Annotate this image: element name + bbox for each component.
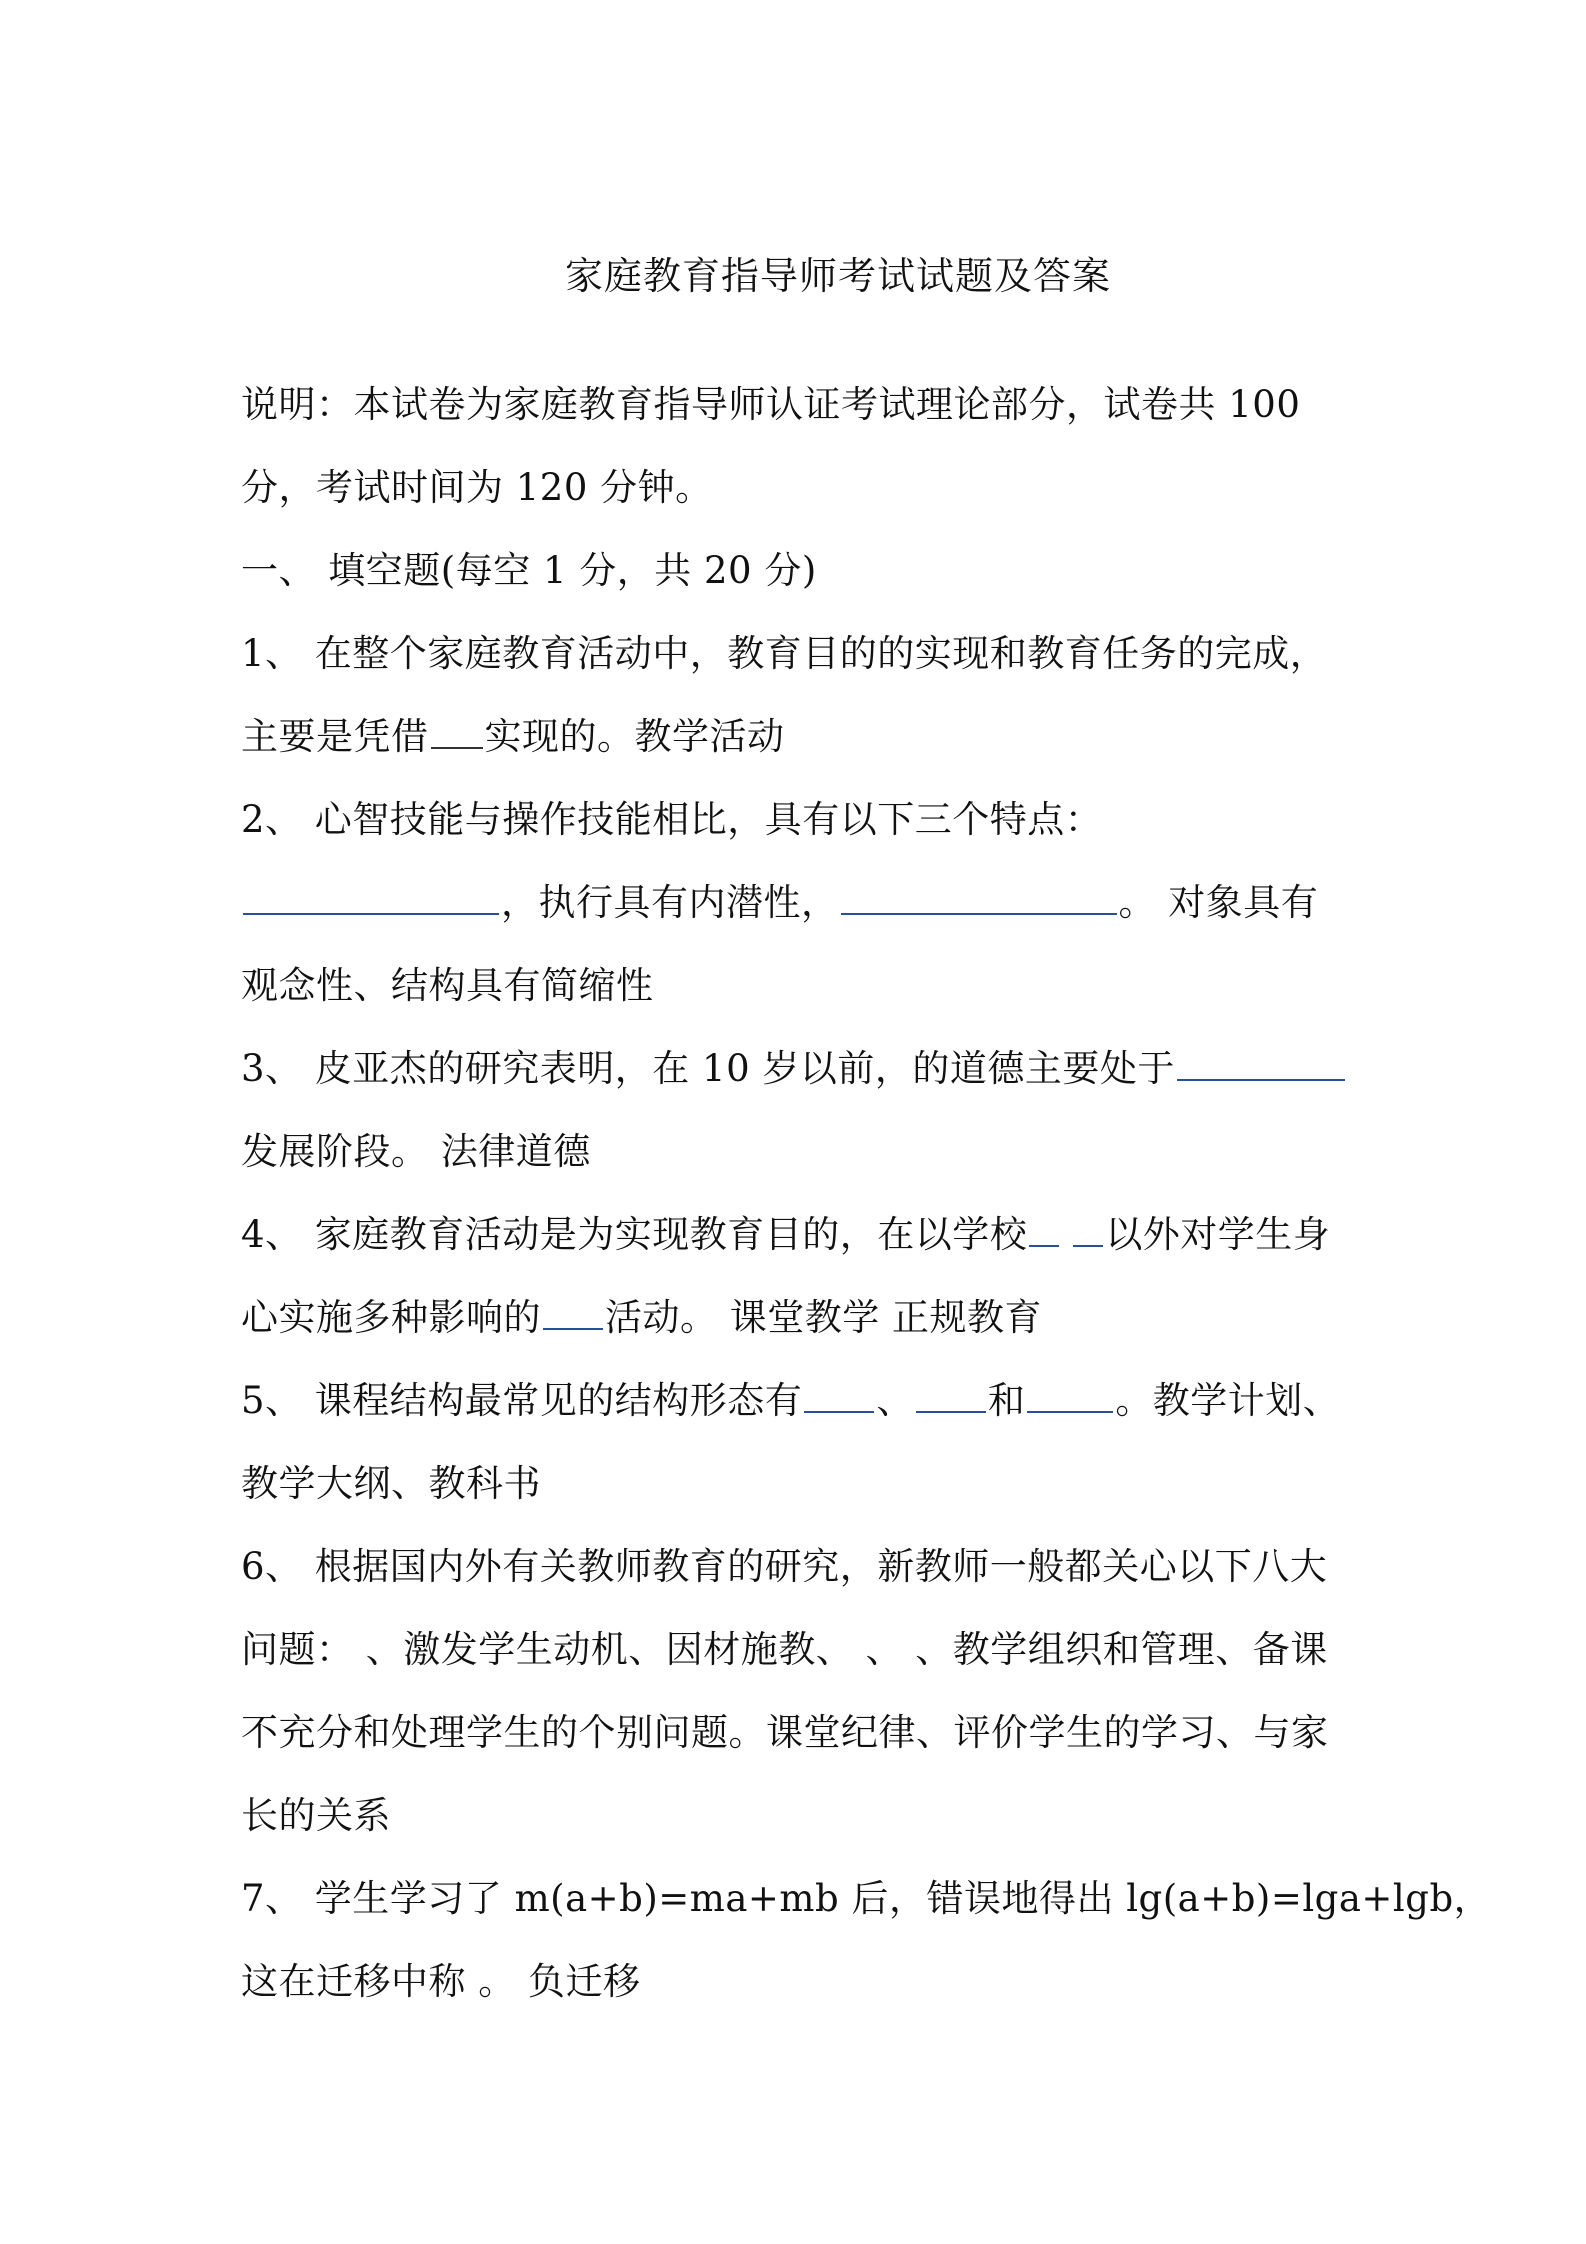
answer-blank <box>841 883 1117 915</box>
question-6-line-3: 不充分和处理学生的个别问题。课堂纪律、评价学生的学习、与家 <box>241 1711 1329 1754</box>
answer-blank <box>431 717 483 749</box>
answer-blank <box>1177 1049 1345 1081</box>
question-4-text-c: 心实施多种影响的 <box>241 1296 541 1339</box>
question-5-text-d: 。教学计划、 <box>1115 1379 1341 1422</box>
answer-blank <box>804 1381 874 1413</box>
question-2-line-1: 2、 心智技能与操作技能相比，具有以下三个特点： <box>241 798 1103 841</box>
intro-line-1: 说明：本试卷为家庭教育指导师认证考试理论部分，试卷共 100 <box>241 383 1301 426</box>
question-5-text-a: 5、 课程结构最常见的结构形态有 <box>241 1379 803 1422</box>
question-4-text-a: 4、 家庭教育活动是为实现教育目的，在以学校 <box>241 1213 1028 1256</box>
question-2-text-end: 。 对象具有 <box>1118 881 1319 924</box>
question-6-line-1: 6、 根据国内外有关教师教育的研究，新教师一般都关心以下八大 <box>241 1545 1328 1588</box>
question-5-line-2: 教学大纲、教科书 <box>241 1462 541 1505</box>
document-title: 家庭教育指导师考试试题及答案 <box>564 254 1111 298</box>
question-3-text: 3、 皮亚杰的研究表明，在 10 岁以前，的道德主要处于 <box>241 1047 1175 1090</box>
intro-line-2: 分，考试时间为 120 分钟。 <box>241 466 713 509</box>
question-2-line-2 <box>241 872 1318 926</box>
question-5-line-1 <box>241 1370 1340 1424</box>
question-1-text-b: 实现的。教学活动 <box>484 715 785 758</box>
question-6-line-4: 长的关系 <box>241 1794 391 1837</box>
question-4-line-1 <box>241 1204 1330 1258</box>
question-1-text-a: 主要是凭借 <box>241 715 429 758</box>
question-2-text-mid: ，执行具有内潜性， <box>501 881 839 924</box>
question-5-text-c: 和 <box>987 1379 1026 1422</box>
question-3-line-1 <box>241 1038 1347 1092</box>
answer-blank <box>1029 1215 1059 1247</box>
question-7-line-1: 7、 学生学习了 m(a+b)=ma+mb 后，错误地得出 lg(a+b)=lga+lgb， <box>241 1877 1492 1920</box>
answer-blank <box>1073 1215 1103 1247</box>
question-1-line-1: 1、 在整个家庭教育活动中，教育目的的实现和教育任务的完成， <box>241 632 1328 675</box>
question-1-line-2 <box>241 706 785 760</box>
question-3-line-2: 发展阶段。 法律道德 <box>241 1130 591 1173</box>
section-heading-fill-in: 一、 填空题(每空 1 分，共 20 分) <box>241 549 817 592</box>
question-6-line-2: 问题： 、激发学生动机、因材施教、 、 、教学组织和管理、备课 <box>241 1628 1328 1671</box>
question-2-line-3: 观念性、结构具有简缩性 <box>241 964 654 1007</box>
question-4-line-2 <box>241 1287 1042 1341</box>
question-7-line-2: 这在迁移中称 。 负迁移 <box>241 1960 641 2003</box>
question-4-text-d: 活动。 课堂教学 正规教育 <box>605 1296 1043 1339</box>
question-4-text-b: 以外对学生身 <box>1105 1213 1331 1256</box>
question-5-text-b: 、 <box>876 1379 914 1422</box>
answer-blank <box>916 1381 986 1413</box>
answer-blank <box>243 883 499 915</box>
answer-blank <box>543 1298 603 1330</box>
answer-blank <box>1027 1381 1113 1413</box>
